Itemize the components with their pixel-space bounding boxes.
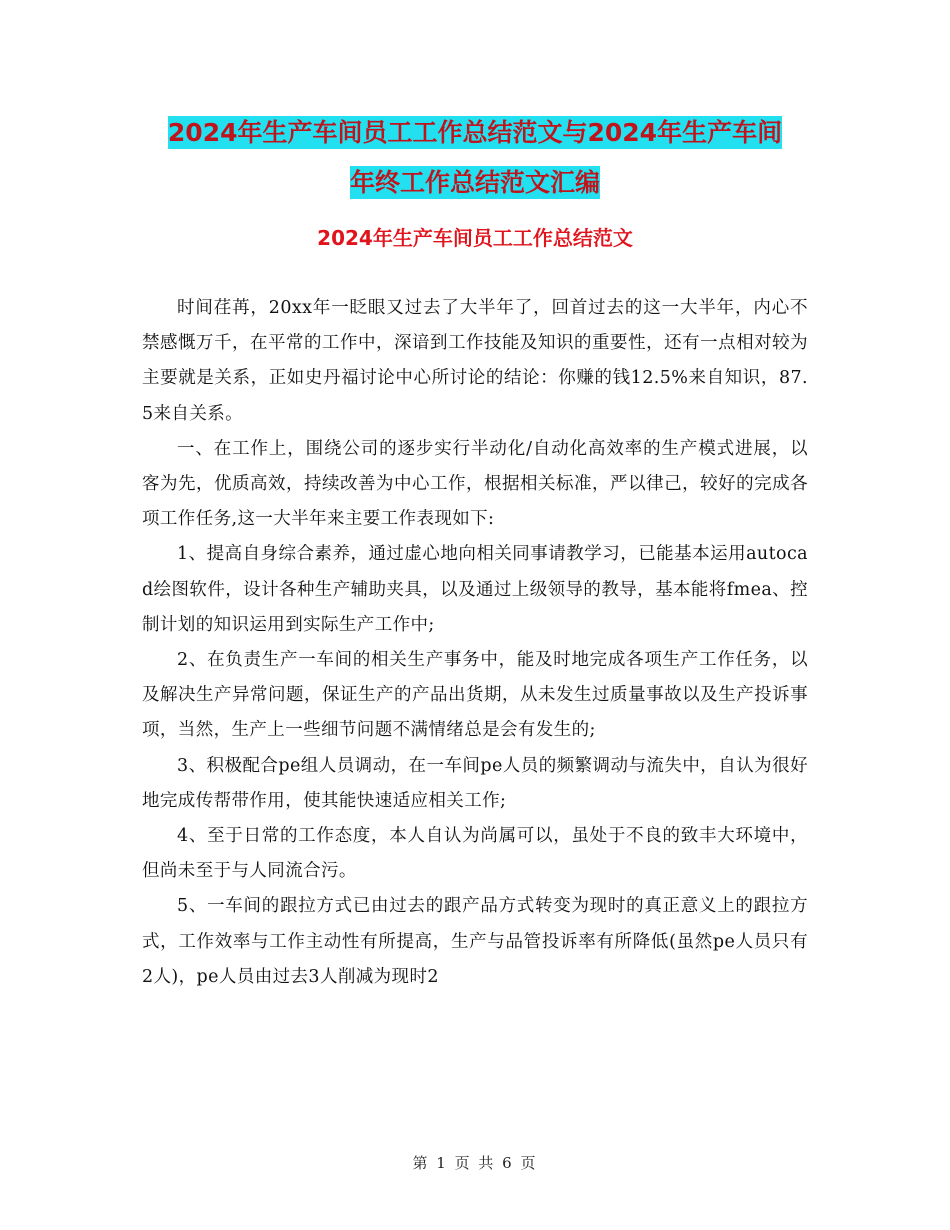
paragraph-work-overview: 一、在工作上，围绕公司的逐步实行半动化/自动化高效率的生产模式进展，以客为先，优质高效，持续改善为中心工作，根据相关标准，严以律己，较好的完成各项工作任务,这一大半年来主要工作表现如下: xyxy=(142,438,808,530)
paragraph-item-2: 2、在负责生产一车间的相关生产事务中，能及时地完成各项生产工作任务，以及解决生产异常问题，保证生产的产品出货期，从未发生过质量事故以及生产投诉事项，当然，生产上一些细节问题不满情绪总是会有发生的; xyxy=(142,650,808,741)
section-title: 2024年生产车间员工工作总结范文 xyxy=(317,226,633,250)
paragraph-item-1: 1、提高自身综合素养，通过虚心地向相关同事请教学习，已能基本运用autocad绘图软件，设计各种生产辅助夹具，以及通过上级领导的教导，基本能将fmea、控制计划的知识运用到实际生产工作中; xyxy=(142,544,808,635)
paragraph-intro: 时间荏苒，20xx年一眨眼又过去了大半年了，回首过去的这一大半年，内心不禁感慨万千，在平常的工作中，深谙到工作技能及知识的重要性，还有一点相对较为主要就是关系，正如史丹福讨论中心所讨论的结论：你赚的钱12.5%来自知识，87.5来自关系。 xyxy=(142,298,808,424)
document-title-line-1: 2024年生产车间员工工作总结范文与2024年生产车间 xyxy=(167,118,783,147)
paragraph-item-4: 4、至于日常的工作态度，本人自认为尚属可以，虽处于不良的致丰大环境中，但尚未至于与人同流合污。 xyxy=(142,826,808,882)
document-title-line-2: 年终工作总结范文汇编 xyxy=(349,168,600,197)
page-number-footer: 第 1 页 共 6 页 xyxy=(412,1154,538,1172)
paragraph-item-5: 5、一车间的跟拉方式已由过去的跟产品方式转变为现时的真正意义上的跟拉方式，工作效率与工作主动性有所提高，生产与品管投诉率有所降低(虽然pe人员只有2人)，pe人员由过去3人削减为现时2 xyxy=(142,896,808,987)
document-title xyxy=(0,108,950,208)
document-body xyxy=(142,291,808,995)
paragraph-item-3: 3、积极配合pe组人员调动，在一车间pe人员的频繁调动与流失中，自认为很好地完成传帮带作用，使其能快速适应相关工作; xyxy=(142,755,808,811)
